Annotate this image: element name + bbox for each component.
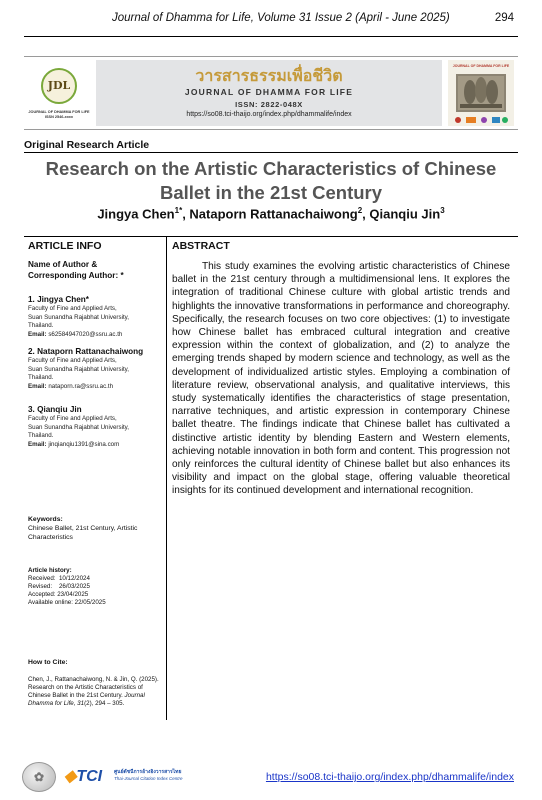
cite-tail: (2), 294 – 305. <box>84 700 125 707</box>
cite-journal: Journal Dhamma for Life, 31 <box>28 692 145 707</box>
article-type-rule <box>24 152 518 153</box>
author-2-affiliation-1: Faculty of Fine and Applied Arts, <box>28 357 117 364</box>
author-1-name: Jingya Chen <box>97 206 175 222</box>
page-number: 294 <box>494 12 514 24</box>
history-available: Available online: 22/05/2025 <box>28 599 106 606</box>
banner-bottom-rule <box>24 129 518 130</box>
info-grid-divider <box>166 236 167 720</box>
keywords-block <box>28 516 164 542</box>
keywords-text: Chinese Ballet, 21st Century, Artistic Characteristics <box>28 524 138 541</box>
cover-title: JOURNAL OF DHAMMA FOR LIFE <box>452 64 510 68</box>
author-1-email[interactable]: s62584947020@ssru.ac.th <box>48 330 123 338</box>
banner-issn: ISSN: 2822-048X <box>235 100 303 109</box>
cover-relief-image <box>456 74 506 112</box>
article-info-column <box>28 240 162 707</box>
tci-mark: ◆TCI <box>64 768 103 785</box>
author-3-affiliation-2: Suan Sunandha Rajabhat University, <box>28 423 130 431</box>
corresponding-label-line-1: Name of Author & <box>28 260 98 269</box>
author-3-block <box>28 404 164 449</box>
tci-subtitle-thai: ศูนย์ดัชนีการอ้างอิงวารสารไทย <box>114 769 182 775</box>
corresponding-label <box>28 259 162 281</box>
article-title-line-2: Ballet in the 21st Century <box>159 182 383 203</box>
history-accepted: Accepted: 23/04/2025 <box>28 591 89 598</box>
tci-subtitle-en: Thai-Journal Citation Index Centre <box>114 776 183 781</box>
history-label: Article history: <box>28 567 72 574</box>
author-1-sup: 1* <box>174 206 183 215</box>
author-2-heading: 2. Nataporn Rattanachaiwong <box>28 347 144 356</box>
history-received: Received: 10/12/2024 <box>28 575 90 582</box>
author-2-sup: 2 <box>357 206 363 215</box>
author-3-email[interactable]: jinqianqiu1391@sina.com <box>48 440 120 448</box>
jdl-logo-caption: JOURNAL OF DHAMMA FOR LIFE ISSN 2546-xxxx <box>28 110 90 119</box>
journal-url-link[interactable]: https://so08.tci-thaijo.org/index.php/dhammalife/index <box>265 771 514 783</box>
author-1-affiliation-2: Suan Sunandha Rajabhat University, <box>28 313 130 321</box>
info-grid-top-rule <box>24 236 518 237</box>
author-1-email-row <box>28 331 164 340</box>
journal-citation-line: Journal of Dhamma for Life, Volume 31 Issue 2 (April - June 2025) <box>112 12 450 24</box>
article-title <box>24 157 518 205</box>
how-to-cite-block <box>28 659 164 708</box>
abstract-text: This study examines the evolving artistic characteristics of Chinese ballet in the 21st century through a multidimensional lens. It explores the integration of traditional Chinese culture with global artistic trends and highlights the innovative transformations in performance and choreography. Specifically, the research focuses on two core objectives: (1) to investigate how Chinese ballet has embraced cultural integration and creative expression within the context of globalization, and (2) to analyze the emerging trends shaped by modern science and technology, as well as the development of individualized artistic styles. Employing a combination of literature review, observational analysis, and qualitative interviews, this study systematically identifies the characteristics of stage presentation, narrative techniques, and artistic expression in contemporary Chinese ballet theatre. The findings indicate that Chinese ballet has cultivated a distinctive artistic identity by blending Eastern and Western elements, achieving notable innovation in both form and content. This progression not only reinforces the cultural identity of Chinese ballet but also enhances its visibility and impact on the global stage, offering valuable theoretical insights for its continued development and international recognition. <box>172 261 510 497</box>
cite-text <box>28 676 164 708</box>
author-2-email-label: Email: <box>28 382 47 390</box>
author-2-affiliation-2: Suan Sunandha Rajabhat University, <box>28 365 130 373</box>
article-history-block <box>28 567 164 607</box>
author-3-name: Qianqiu Jin <box>369 206 441 222</box>
banner-url: https://so08.tci-thaijo.org/index.php/dhammalife/index <box>186 111 352 118</box>
article-info-heading: ARTICLE INFO <box>28 240 102 252</box>
author-2-name: Nataporn Rattanachaiwong <box>189 206 358 222</box>
banner-top-rule <box>24 56 518 57</box>
article-title-line-1: Research on the Artistic Characteristics of Chinese <box>45 158 497 179</box>
running-head <box>0 12 542 28</box>
author-3-heading: 3. Qianqiu Jin <box>28 405 82 414</box>
jdl-logo-icon <box>41 68 77 104</box>
journal-cover-thumbnail <box>448 60 514 126</box>
cite-authors: Chen, J., Rattanachaiwong, N. & Jin, Q. (2025). <box>28 676 159 683</box>
corresponding-label-line-2: Corresponding Author: * <box>28 271 124 280</box>
author-1-affiliation-3: Thailand. <box>28 322 54 330</box>
author-2-block <box>28 346 164 391</box>
keywords-label: Keywords: <box>28 516 63 523</box>
author-line <box>24 206 518 221</box>
banner-title-panel <box>96 60 442 126</box>
author-3-sup: 3 <box>440 206 445 215</box>
author-1-block <box>28 294 164 339</box>
header-rule <box>24 36 518 37</box>
tci-logo <box>64 766 224 792</box>
banner-thai-title: วารสารธรรมเพื่อชีวิต <box>195 66 343 85</box>
author-1-email-label: Email: <box>28 330 47 338</box>
jdl-logo-text: JDL <box>47 79 71 92</box>
page-footer <box>0 760 542 796</box>
article-type-label: Original Research Article <box>24 139 150 151</box>
author-2-email-row <box>28 383 164 392</box>
author-3-email-row <box>28 441 164 450</box>
tci-mark-text: TCI <box>76 768 103 785</box>
journal-banner <box>24 56 518 130</box>
author-3-email-label: Email: <box>28 440 47 448</box>
author-2-affiliation-3: Thailand. <box>28 374 54 382</box>
author-1-affiliation-1: Faculty of Fine and Applied Arts, <box>28 305 117 312</box>
author-2-email[interactable]: nataporn.ra@ssru.ac.th <box>48 382 114 390</box>
author-3-affiliation-3: Thailand. <box>28 432 54 440</box>
history-revised: Revised: 26/03/2025 <box>28 583 90 590</box>
cite-title: Research on the Artistic Characteristics of Chinese Ballet in the 21st Century. <box>28 684 143 699</box>
author-1-heading: 1. Jingya Chen* <box>28 295 89 304</box>
journal-seal-icon: ✿ <box>22 762 56 792</box>
author-sep-2: , <box>362 206 370 222</box>
abstract-column <box>172 240 510 497</box>
jdl-logo <box>24 60 94 126</box>
cite-label: How to Cite: <box>28 659 68 666</box>
author-sep-1: , <box>182 206 190 222</box>
author-3-affiliation-1: Faculty of Fine and Applied Arts, <box>28 415 117 422</box>
cover-partner-logos <box>452 116 510 124</box>
banner-english-title: JOURNAL OF DHAMMA FOR LIFE <box>184 87 354 97</box>
abstract-heading: ABSTRACT <box>172 240 230 252</box>
